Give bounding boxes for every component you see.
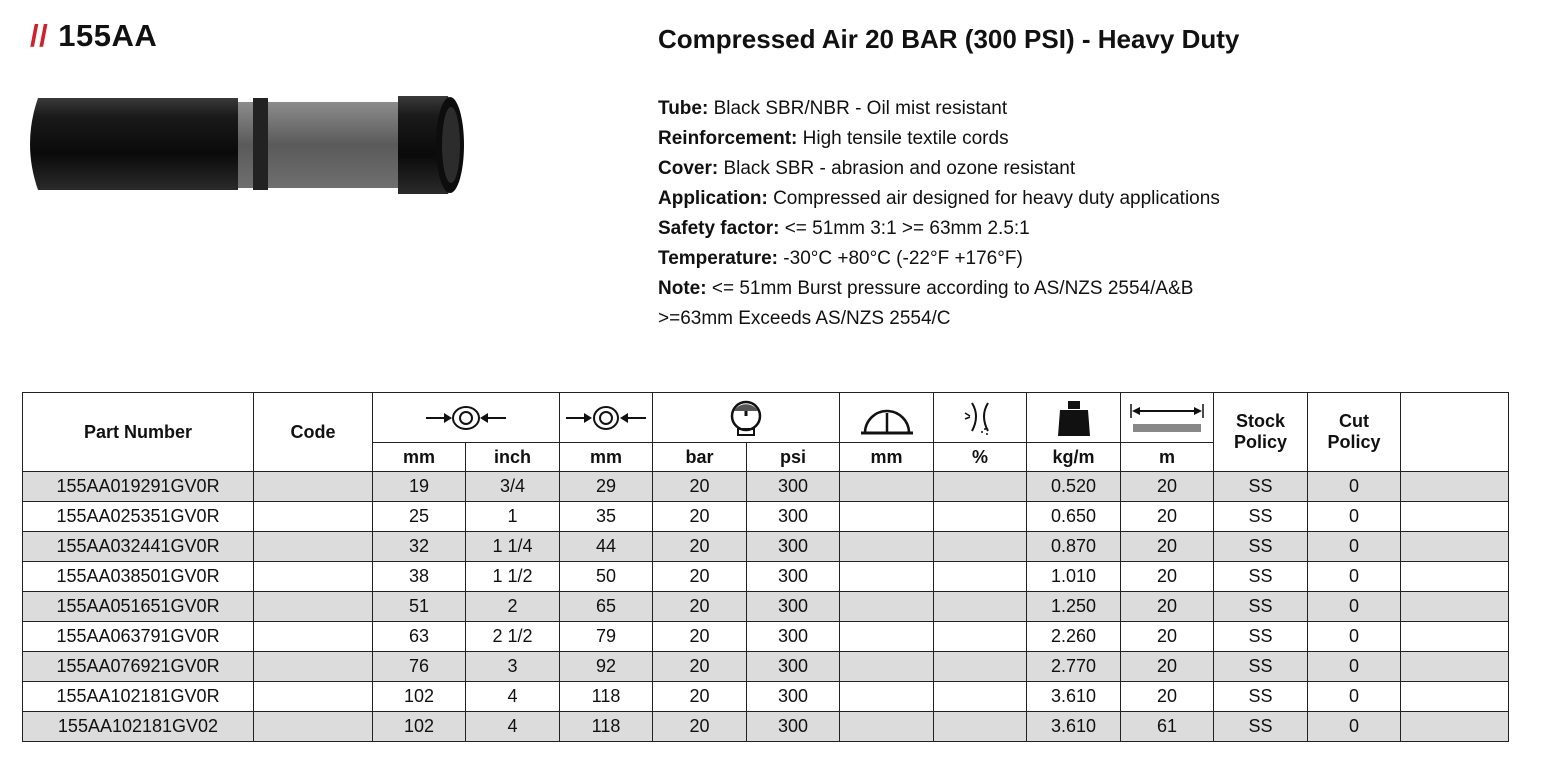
cell-id-mm: 38 <box>373 562 466 592</box>
cell-length: 20 <box>1121 562 1214 592</box>
cell-stock-policy: SS <box>1214 472 1308 502</box>
cell-bend-radius <box>840 562 934 592</box>
cell-stock-policy: SS <box>1214 622 1308 652</box>
cell-pressure-bar: 20 <box>653 712 747 742</box>
cell-pressure-bar: 20 <box>653 562 747 592</box>
header-empty <box>1401 393 1509 472</box>
table-row <box>23 532 1509 562</box>
cell-cut-policy: 0 <box>1308 562 1401 592</box>
cell-cut-policy: 0 <box>1308 682 1401 712</box>
cell-od-mm: 29 <box>560 472 653 502</box>
cell-length: 20 <box>1121 532 1214 562</box>
cell-empty <box>1401 682 1509 712</box>
cell-pressure-bar: 20 <box>653 532 747 562</box>
cell-cut-policy: 0 <box>1308 502 1401 532</box>
cell-stock-policy: SS <box>1214 712 1308 742</box>
cell-empty <box>1401 502 1509 532</box>
cell-bend-radius <box>840 502 934 532</box>
cell-part-number: 155AA102181GV02 <box>23 712 254 742</box>
cell-length: 61 <box>1121 712 1214 742</box>
cell-part-number: 155AA051651GV0R <box>23 592 254 622</box>
cell-id-mm: 76 <box>373 652 466 682</box>
spec-safety-factor: Safety factor: <= 51mm 3:1 >= 63mm 2.5:1 <box>658 218 1030 239</box>
cell-bend-radius <box>840 712 934 742</box>
cell-weight: 3.610 <box>1027 682 1121 712</box>
cell-od-mm: 92 <box>560 652 653 682</box>
spec-cover: Cover: Black SBR - abrasion and ozone resistant <box>658 158 1076 179</box>
cell-empty <box>1401 652 1509 682</box>
cell-id-mm: 102 <box>373 682 466 712</box>
length-icon <box>1121 393 1214 443</box>
cell-pressure-psi: 300 <box>747 502 840 532</box>
cell-code <box>254 622 373 652</box>
cell-empty <box>1401 622 1509 652</box>
spec-reinforcement: Reinforcement: High tensile textile cords <box>658 128 1009 149</box>
cell-code <box>254 682 373 712</box>
cell-length: 20 <box>1121 682 1214 712</box>
unit-vacuum-percent: % <box>934 443 1027 472</box>
cell-cut-policy: 0 <box>1308 622 1401 652</box>
cell-pressure-bar: 20 <box>653 652 747 682</box>
cell-empty <box>1401 532 1509 562</box>
cell-id-inch: 1 1/4 <box>466 532 560 562</box>
cell-length: 20 <box>1121 622 1214 652</box>
cell-stock-policy: SS <box>1214 652 1308 682</box>
cell-code <box>254 472 373 502</box>
cell-pressure-psi: 300 <box>747 682 840 712</box>
cell-length: 20 <box>1121 472 1214 502</box>
product-code <box>30 18 157 54</box>
cell-part-number: 155AA063791GV0R <box>23 622 254 652</box>
cell-cut-policy: 0 <box>1308 532 1401 562</box>
cell-pressure-bar: 20 <box>653 502 747 532</box>
cell-pressure-psi: 300 <box>747 712 840 742</box>
cell-length: 20 <box>1121 652 1214 682</box>
cell-pressure-psi: 300 <box>747 472 840 502</box>
unit-bar: bar <box>653 443 747 472</box>
cell-id-inch: 1 1/2 <box>466 562 560 592</box>
cell-length: 20 <box>1121 592 1214 622</box>
unit-id-mm: mm <box>373 443 466 472</box>
cell-id-inch: 2 1/2 <box>466 622 560 652</box>
table-row <box>23 472 1509 502</box>
cell-vacuum <box>934 502 1027 532</box>
product-code-text: 155AA <box>58 18 158 53</box>
cell-pressure-bar: 20 <box>653 622 747 652</box>
cell-weight: 2.260 <box>1027 622 1121 652</box>
cell-part-number: 155AA025351GV0R <box>23 502 254 532</box>
cell-cut-policy: 0 <box>1308 592 1401 622</box>
cell-pressure-psi: 300 <box>747 652 840 682</box>
spec-note: Note: <= 51mm Burst pressure according to AS/NZS 2554/A&B <box>658 278 1194 299</box>
vacuum-icon <box>934 393 1027 443</box>
cell-weight: 0.870 <box>1027 532 1121 562</box>
bend-radius-icon <box>840 393 934 443</box>
cell-id-mm: 32 <box>373 532 466 562</box>
cell-part-number: 155AA019291GV0R <box>23 472 254 502</box>
table-row <box>23 592 1509 622</box>
cell-pressure-psi: 300 <box>747 592 840 622</box>
spec-note-continued: >=63mm Exceeds AS/NZS 2554/C <box>658 308 951 329</box>
product-title: Compressed Air 20 BAR (300 PSI) - Heavy Duty <box>658 24 1240 54</box>
cell-stock-policy: SS <box>1214 562 1308 592</box>
unit-psi: psi <box>747 443 840 472</box>
unit-od-mm: mm <box>560 443 653 472</box>
cell-id-mm: 19 <box>373 472 466 502</box>
weight-icon <box>1027 393 1121 443</box>
cell-stock-policy: SS <box>1214 592 1308 622</box>
cell-pressure-psi: 300 <box>747 532 840 562</box>
cell-od-mm: 65 <box>560 592 653 622</box>
cell-pressure-bar: 20 <box>653 592 747 622</box>
cell-od-mm: 118 <box>560 682 653 712</box>
outer-diameter-icon <box>560 393 653 443</box>
cell-code <box>254 532 373 562</box>
cell-code <box>254 712 373 742</box>
spec-temperature: Temperature: -30°C +80°C (-22°F +176°F) <box>658 248 1023 269</box>
cell-od-mm: 79 <box>560 622 653 652</box>
cell-vacuum <box>934 652 1027 682</box>
table-row <box>23 622 1509 652</box>
unit-weight: kg/m <box>1027 443 1121 472</box>
cell-cut-policy: 0 <box>1308 712 1401 742</box>
cell-empty <box>1401 472 1509 502</box>
cell-pressure-bar: 20 <box>653 682 747 712</box>
cell-cut-policy: 0 <box>1308 652 1401 682</box>
cell-empty <box>1401 712 1509 742</box>
cell-vacuum <box>934 562 1027 592</box>
parts-table <box>22 392 1509 742</box>
cell-id-inch: 2 <box>466 592 560 622</box>
header-stock-policy: Stock Policy <box>1214 393 1308 472</box>
cell-weight: 0.650 <box>1027 502 1121 532</box>
cell-id-inch: 4 <box>466 682 560 712</box>
table-row <box>23 502 1509 532</box>
cell-vacuum <box>934 532 1027 562</box>
cell-od-mm: 50 <box>560 562 653 592</box>
cell-od-mm: 35 <box>560 502 653 532</box>
cell-pressure-bar: 20 <box>653 472 747 502</box>
cell-id-inch: 4 <box>466 712 560 742</box>
cell-code <box>254 592 373 622</box>
cell-code <box>254 562 373 592</box>
cell-vacuum <box>934 472 1027 502</box>
cell-bend-radius <box>840 652 934 682</box>
cell-bend-radius <box>840 682 934 712</box>
cell-weight: 1.250 <box>1027 592 1121 622</box>
cell-code <box>254 502 373 532</box>
cell-empty <box>1401 592 1509 622</box>
unit-bend-mm: mm <box>840 443 934 472</box>
inner-diameter-icon <box>373 393 560 443</box>
cell-id-mm: 102 <box>373 712 466 742</box>
cell-vacuum <box>934 592 1027 622</box>
cell-vacuum <box>934 622 1027 652</box>
cell-part-number: 155AA076921GV0R <box>23 652 254 682</box>
cell-id-mm: 63 <box>373 622 466 652</box>
cell-bend-radius <box>840 592 934 622</box>
table-row <box>23 562 1509 592</box>
spec-application: Application: Compressed air designed for heavy duty applications <box>658 188 1220 209</box>
cell-weight: 3.610 <box>1027 712 1121 742</box>
cell-bend-radius <box>840 622 934 652</box>
cell-vacuum <box>934 682 1027 712</box>
cell-id-inch: 1 <box>466 502 560 532</box>
cell-pressure-psi: 300 <box>747 562 840 592</box>
unit-length: m <box>1121 443 1214 472</box>
spec-tube: Tube: Black SBR/NBR - Oil mist resistant <box>658 98 1008 119</box>
cell-cut-policy: 0 <box>1308 472 1401 502</box>
cell-weight: 0.520 <box>1027 472 1121 502</box>
cell-id-mm: 25 <box>373 502 466 532</box>
cell-length: 20 <box>1121 502 1214 532</box>
cell-vacuum <box>934 712 1027 742</box>
cell-part-number: 155AA038501GV0R <box>23 562 254 592</box>
table-row <box>23 652 1509 682</box>
spec-list <box>658 94 1220 334</box>
cell-weight: 1.010 <box>1027 562 1121 592</box>
table-row <box>23 712 1509 742</box>
header-part-number: Part Number <box>23 393 254 472</box>
cell-bend-radius <box>840 532 934 562</box>
cell-part-number: 155AA102181GV0R <box>23 682 254 712</box>
header-code: Code <box>254 393 373 472</box>
cell-id-inch: 3 <box>466 652 560 682</box>
cell-part-number: 155AA032441GV0R <box>23 532 254 562</box>
cell-stock-policy: SS <box>1214 532 1308 562</box>
cell-id-inch: 3/4 <box>466 472 560 502</box>
cell-od-mm: 44 <box>560 532 653 562</box>
cell-stock-policy: SS <box>1214 682 1308 712</box>
table-row <box>23 682 1509 712</box>
code-slashes: // <box>30 18 49 53</box>
pressure-gauge-icon <box>653 393 840 443</box>
cell-code <box>254 652 373 682</box>
header-cut-policy: Cut Policy <box>1308 393 1401 472</box>
cell-empty <box>1401 562 1509 592</box>
cell-stock-policy: SS <box>1214 502 1308 532</box>
cell-id-mm: 51 <box>373 592 466 622</box>
cell-bend-radius <box>840 472 934 502</box>
cell-od-mm: 118 <box>560 712 653 742</box>
hose-image <box>18 90 488 200</box>
cell-pressure-psi: 300 <box>747 622 840 652</box>
unit-id-inch: inch <box>466 443 560 472</box>
cell-weight: 2.770 <box>1027 652 1121 682</box>
